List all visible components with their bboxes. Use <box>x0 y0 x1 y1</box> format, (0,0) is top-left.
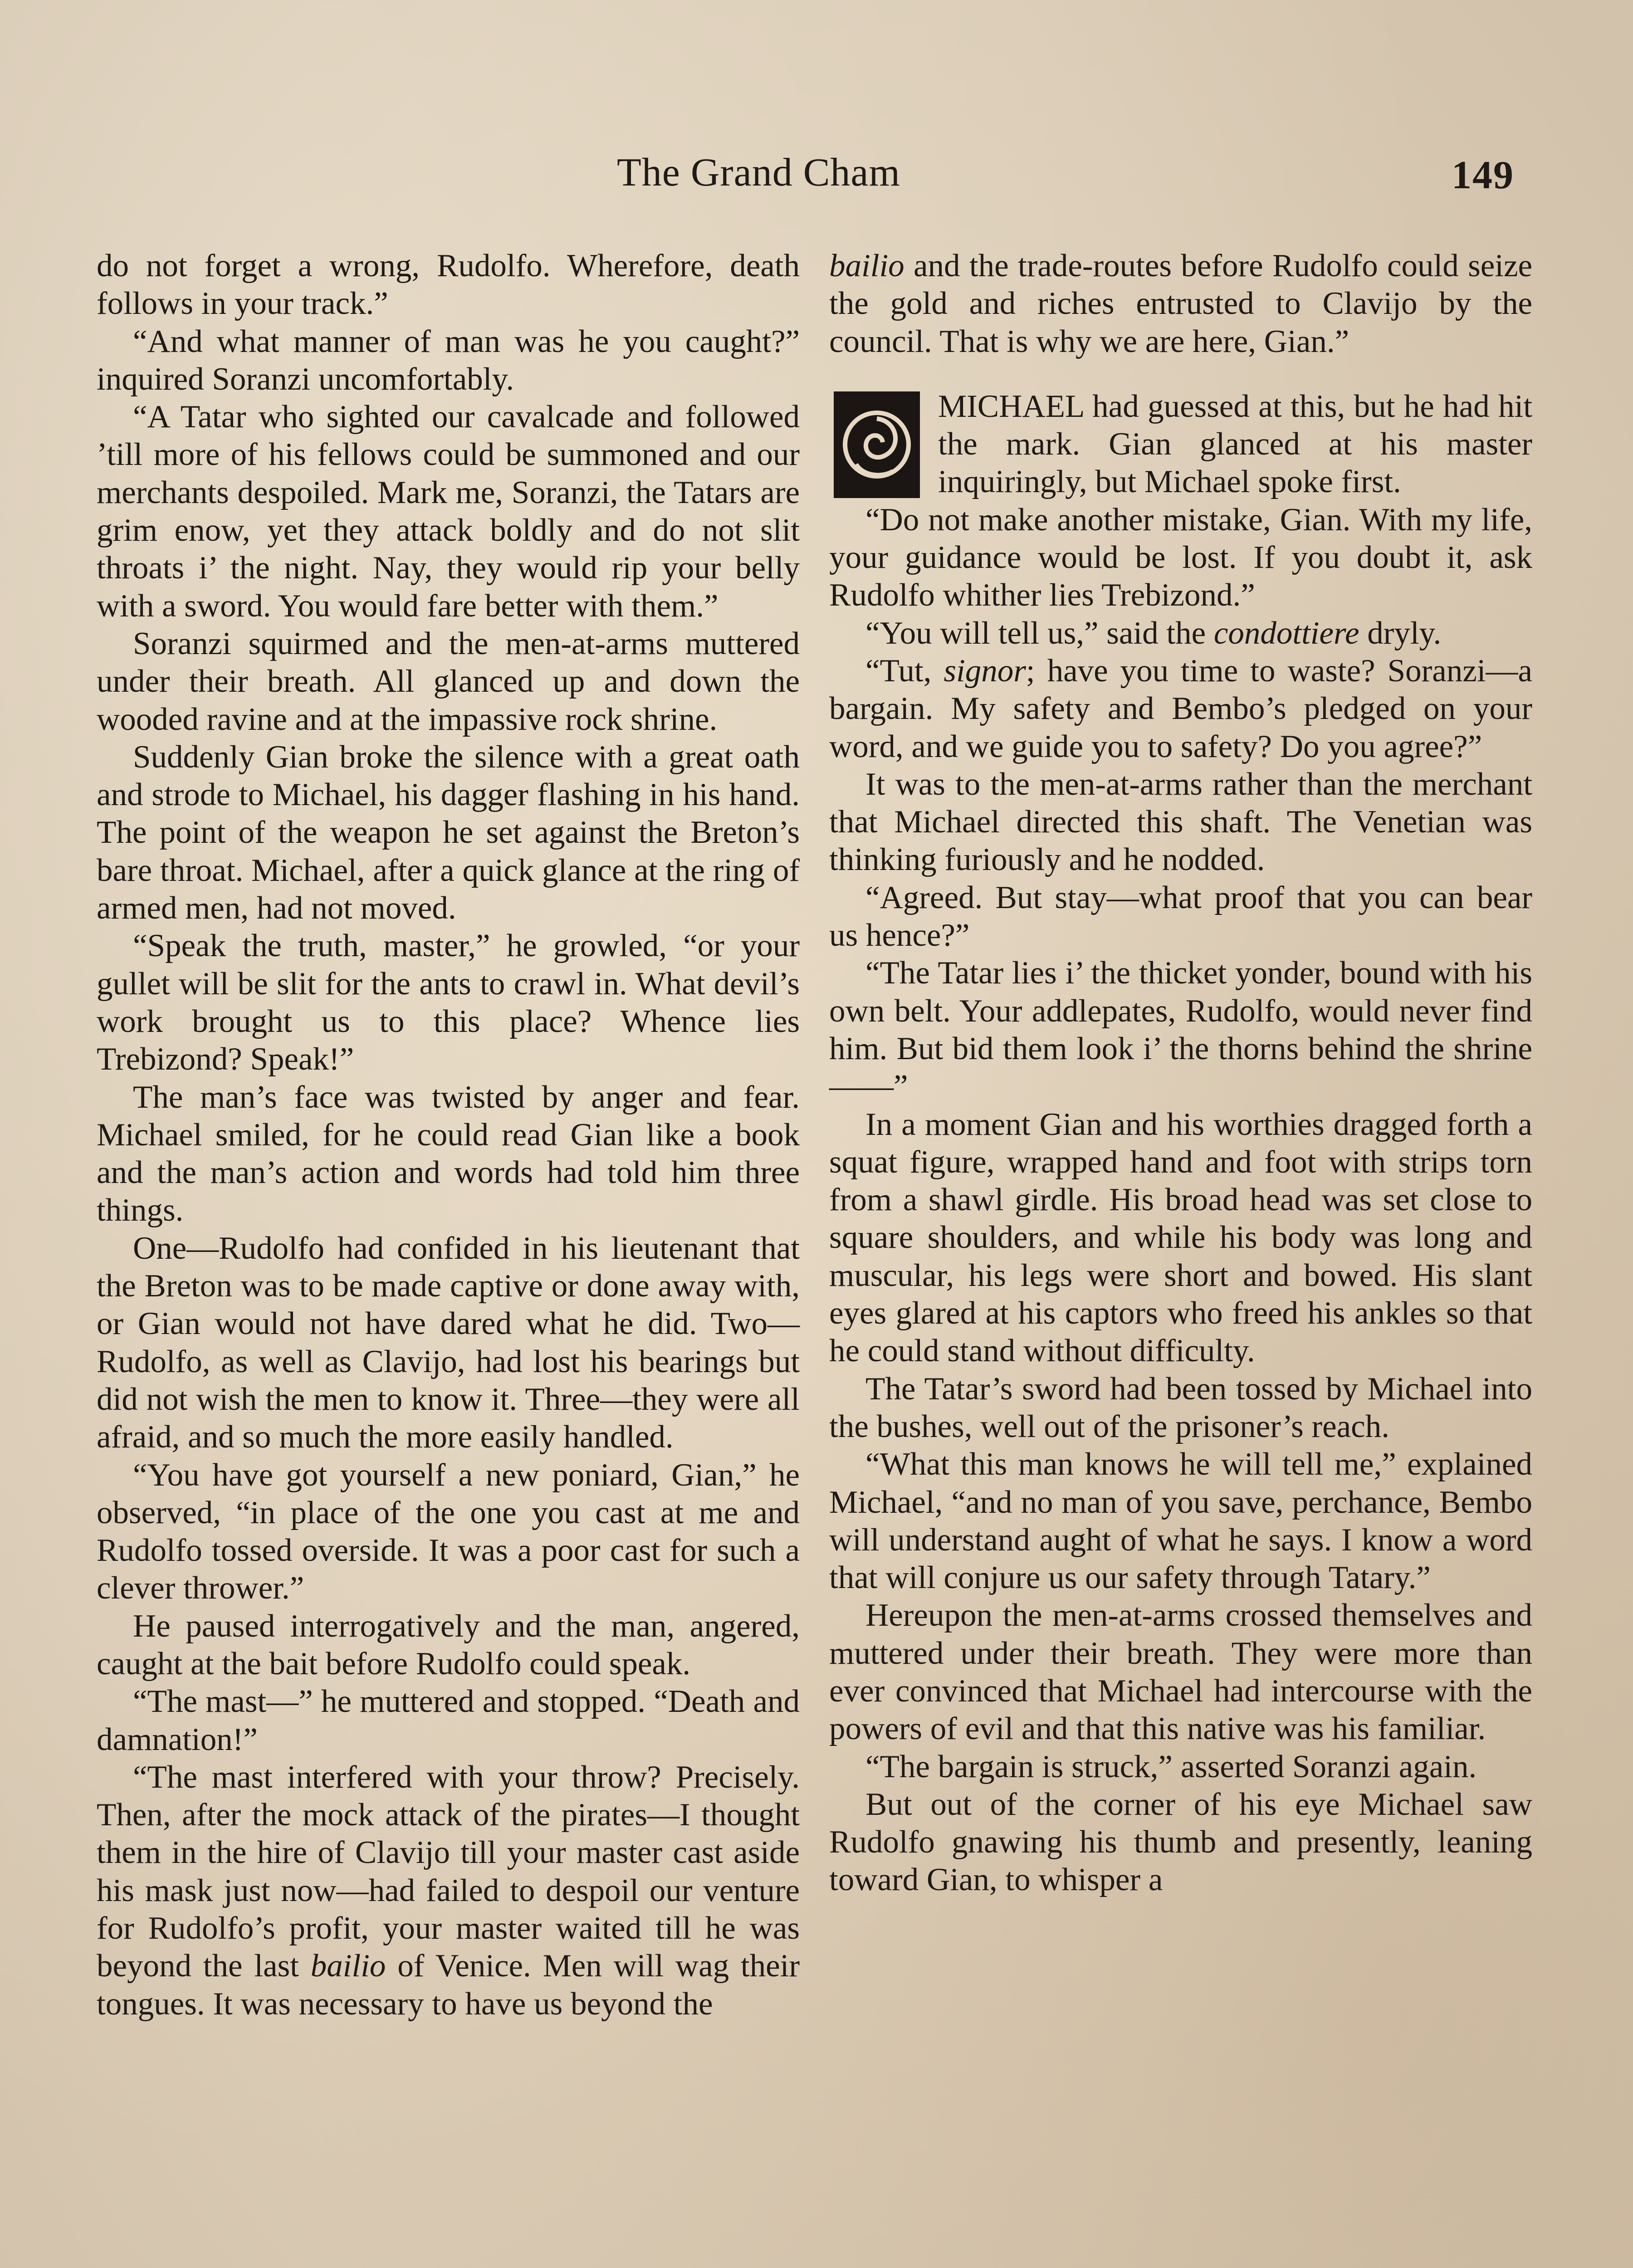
paragraph <box>97 1759 800 2023</box>
paragraph <box>829 388 1532 501</box>
text-run: The Tatar’s sword had been tossed by Michael into the bushes, well out of the prisoner’s reach. <box>829 1371 1532 1444</box>
paragraph <box>97 927 800 1078</box>
text-run: “The bargain is struck,” asserted Soranzi again. <box>865 1749 1477 1784</box>
paragraph <box>829 1748 1532 1786</box>
text-run: Soranzi squirmed and the men-at-arms muttered under their breath. All glanced up and down the wooded ravine and at the impassive rock shrine. <box>97 626 800 737</box>
text-run: do not forget a wrong, Rudolfo. Wherefore, death follows in your track.” <box>97 248 800 322</box>
paragraph <box>97 1608 800 1683</box>
paragraph <box>97 323 800 399</box>
paragraph <box>829 1786 1532 1899</box>
paragraph <box>829 879 1532 955</box>
text-run: of Venice. Men will wag their tongues. It was necessary to have us beyond the <box>97 1948 800 2022</box>
text-run: “Tut, <box>865 653 944 689</box>
italic-text: signor <box>944 653 1026 689</box>
paragraph <box>97 738 800 927</box>
text-run: Hereupon the men-at-arms crossed themselves and muttered under their breath. They were more than ever convinced that Michael had intercourse with the powers of evil and that this native was his familiar. <box>829 1598 1532 1747</box>
paragraph <box>97 1230 800 1457</box>
paragraph <box>97 1079 800 1230</box>
paragraph <box>829 1446 1532 1597</box>
left-column <box>97 247 800 2268</box>
paragraph <box>829 1597 1532 1748</box>
paragraph <box>97 398 800 625</box>
text-run: “What this man knows he will tell me,” explained Michael, “and no man of you save, perchance, Bembo will understand aught of what he says. I know a word that will conjure us our safety through Tatary.” <box>829 1447 1532 1596</box>
text-run: “And what manner of man was he you caught?” inquired Soranzi uncomfortably. <box>97 323 800 397</box>
text-run: But out of the corner of his eye Michael saw Rudolfo gnawing his thumb and presently, leaning toward Gian, to whisper a <box>829 1786 1532 1898</box>
running-title: The Grand Cham <box>617 151 900 195</box>
text-run: and the trade-routes before Rudolfo could seize the gold and riches entrusted to Clavijo by the council. That is why we are here, Gian.” <box>829 248 1532 359</box>
paragraph <box>97 1683 800 1759</box>
text-run: ; have you time to waste? Soranzi—a bargain. My safety and Bembo’s pledged on your word, and we guide you to safety? Do you agree?” <box>829 653 1532 764</box>
text-run: Suddenly Gian broke the silence with a great oath and strode to Michael, his dagger flashing in his hand. The point of the weapon he set against the Breton’s bare throat. Michael, after a quick glance at the ring of armed men, had not moved. <box>97 739 800 926</box>
paragraph <box>829 1370 1532 1446</box>
paragraph <box>97 625 800 738</box>
text-run: The man’s face was twisted by anger and fear. Michael smiled, for he could read Gian like a book and the man’s action and words had told him three things. <box>97 1079 800 1228</box>
text-run: “You have got yourself a new poniard, Gian,” he observed, “in place of the one you cast at me and Rudolfo tossed overside. It was a poor cast for such a clever thrower.” <box>97 1457 800 1606</box>
text-run: “The mast interfered with your throw? Precisely. Then, after the mock attack of the pirates—I thought them in the hire of Clavijo till your master cast aside his mask just now—had failed to despoil our venture for Rudolfo’s profit, your master waited till he was beyond the last <box>97 1759 800 1984</box>
italic-text: bailio <box>310 1948 386 1984</box>
text-run: “Speak the truth, master,” he growled, “or your gullet will be slit for the ants to crawl in. What devil’s work brought us to this place? Whence lies Trebizond? Speak!” <box>97 928 800 1077</box>
paragraph <box>97 247 800 323</box>
right-column <box>829 247 1532 2268</box>
paragraph <box>829 954 1532 1105</box>
text-run: He paused interrogatively and the man, angered, caught at the bait before Rudolfo could speak. <box>97 1608 800 1681</box>
text-run: “Do not make another mistake, Gian. With my life, your guidance would be lost. If you doubt it, ask Rudolfo whither lies Trebizond.” <box>829 502 1532 613</box>
paragraph <box>829 501 1532 615</box>
text-run: MICHAEL had guessed at this, but he had hit the mark. Gian glanced at his master inquiringly, but Michael spoke first. <box>938 388 1532 500</box>
page-header <box>0 150 1633 204</box>
text-run: “The mast—” he muttered and stopped. “Death and damnation!” <box>97 1684 800 1757</box>
text-run: “You will tell us,” said the <box>865 615 1214 651</box>
paragraph <box>829 615 1532 652</box>
italic-text: condottiere <box>1213 615 1359 651</box>
spiral-ornament-icon <box>834 391 920 498</box>
page-number: 149 <box>1452 153 1514 197</box>
paragraph <box>829 1106 1532 1370</box>
paragraph <box>97 1457 800 1608</box>
paragraph <box>829 766 1532 879</box>
paragraph <box>829 247 1532 361</box>
paragraph <box>829 652 1532 766</box>
text-run: “The Tatar lies i’ the thicket yonder, bound with his own belt. Your addlepates, Rudolfo, would never find him. But bid them look i’ the thorns behind the shrine——” <box>829 955 1532 1105</box>
text-run: “A Tatar who sighted our cavalcade and followed ’till more of his fellows could be summoned and our merchants despoiled. Mark me, Soranzi, the Tatars are grim enow, yet they attack boldly and do not slit throats i’ the night. Nay, they would rip your belly with a sword. You would fare better with them.” <box>97 399 800 624</box>
text-run: “Agreed. But stay—what proof that you can bear us hence?” <box>829 880 1532 953</box>
text-run: In a moment Gian and his worthies dragged forth a squat figure, wrapped hand and foot with strips torn from a shawl girdle. His broad head was set close to square shoulders, and while his body was long and muscular, his legs were short and bowed. His slant eyes glared at his captors who freed his ankles so that he could stand without difficulty. <box>829 1106 1532 1369</box>
text-run: dryly. <box>1359 615 1442 651</box>
italic-text: bailio <box>829 248 905 284</box>
text-run: One—Rudolfo had confided in his lieutenant that the Breton was to be made captive or done away with, or Gian would not have dared what he did. Two—Rudolfo, as well as Clavijo, had lost his bearings but did not wish the men to know it. Three—they were all afraid, and so much the more easily handled. <box>97 1230 800 1455</box>
text-run: It was to the men-at-arms rather than the merchant that Michael directed this shaft. The Venetian was thinking furiously and he nodded. <box>829 766 1532 878</box>
